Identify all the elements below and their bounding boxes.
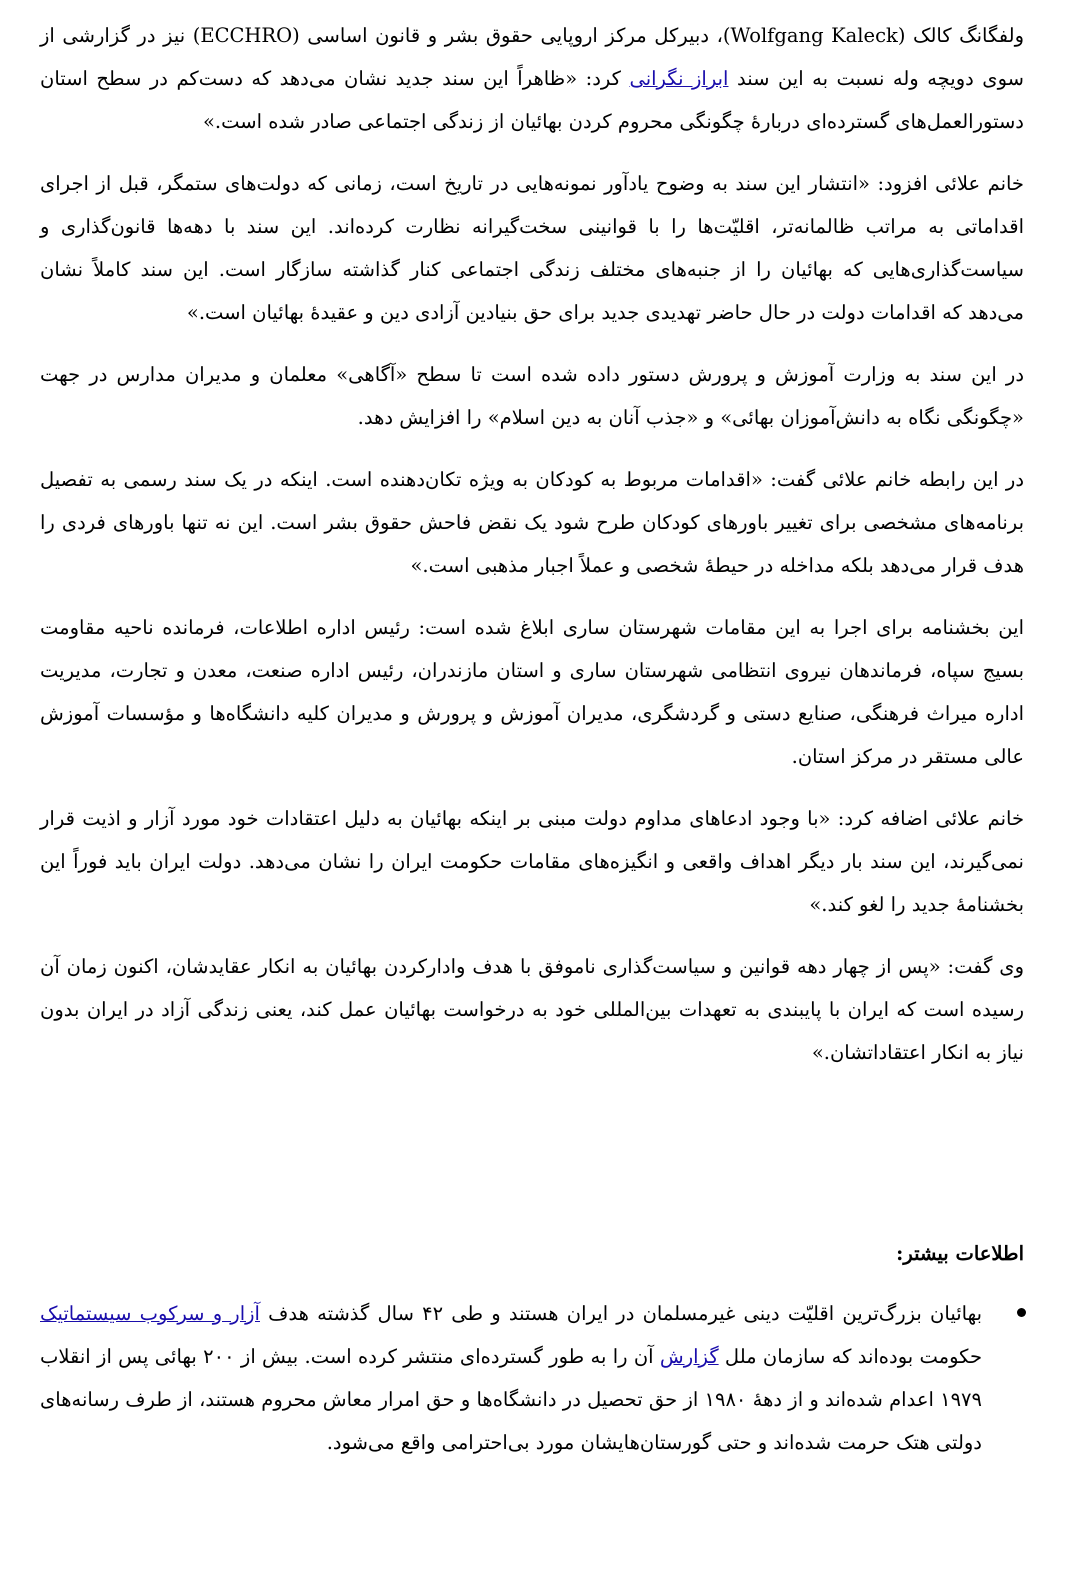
- paragraph-education-ministry: در این سند به وزارت آموزش و پرورش دستور داده شده است تا سطح «آگاهی» معلمان و مدیران مدارس در جهت «چگونگی نگاه به دانش‌آموزان بهائی» و «جذب آنان به دین اسلام» را افزایش دهد.: [40, 363, 1024, 429]
- paragraph-kaleck-quote: [40, 14, 1024, 143]
- paragraph-text: کرد: «ظاهراً این سند جدید نشان می‌دهد که دست‌کم در سطح استان دستورالعمل‌های گسترده‌ای دربارهٔ چگونگی محروم کردن بهائیان از زندگی اجتماعی صادر شده است.»: [40, 67, 1024, 133]
- expressed-concern-link[interactable]: ابراز نگرانی: [629, 67, 729, 90]
- list-item-text: حکومت بوده‌اند که سازمان ملل: [718, 1345, 983, 1368]
- paragraph-alaei-continued: خانم علائی اضافه کرد: «با وجود ادعاهای مداوم دولت مبنی بر اینکه بهائیان به دلیل اعتقادات خود مورد آزار و اذیت قرار نمی‌گیرند، این سند بار دیگر اهداف واقعی و انگیزه‌های مقامات حکومت ایران را نشان می‌دهد. دولت ایران باید فوراً این بخشنامهٔ جدید را لغو کند.»: [40, 807, 1024, 916]
- more-info-heading: اطلاعات بیشتر:: [896, 1242, 1024, 1265]
- bullet-icon: [1017, 1308, 1026, 1317]
- article-body: [40, 14, 1024, 1074]
- list-item-text: آن را به طور گسترده‌ای منتشر کرده است. بیش از ۲۰۰ بهائی پس از انقلاب ۱۹۷۹ اعدام شده‌اند و از دهۀ ۱۹۸۰ از حق تحصیل در دانشگاه‌ها و حق امرار معاش محروم هستند، از طرف رسانه‌های دولتی هتک حرمت شده‌اند و حتی گورستان‌هایشان مورد بی‌احترامی واقع می‌شود.: [40, 1345, 983, 1454]
- paragraph-sari-officials: این بخشنامه برای اجرا به این مقامات شهرستان ساری ابلاغ شده است: رئیس اداره اطلاعات، فرمانده ناحیه مقاومت بسیج سپاه، فرماندهان نیروی انتظامی شهرستان ساری و استان مازندران، رئیس اداره صنعت، معدن و تجارت، مدیریت اداره میراث فرهنگی، صنایع دستی و گردشگری، مدیران آموزش و پرورش و مدیران کلیه دانشگاه‌ها و مؤسسات آموزش عالی مستقر در مرکز استان.: [40, 616, 1024, 768]
- systematic-persecution-link[interactable]: آزار و سرکوب سیستماتیک: [40, 1302, 260, 1325]
- paragraph-text: ولفگانگ کالک (Wolfgang Kaleck)، دبیرکل مرکز اروپایی حقوق بشر و قانون اساسی (ECCHRO) نیز در گزارشی از سوی دویچه وله نسبت به این سند: [40, 24, 1024, 90]
- paragraph-alaei-added: خانم علائی افزود: «انتشار این سند به وضوح یادآور نمونه‌هایی در تاریخ است، زمانی که دولت‌های ستمگر، قبل از اجرای اقداماتی به مراتب ظالمانه‌تر، اقلیّت‌ها را با قوانینی سخت‌گیرانه نظارت کرده‌اند. این سند با دهه‌ها قانون‌گذاری و سیاست‌گذاری‌هایی که بهائیان را از جنبه‌های مختلف زندگی اجتماعی کنار گذاشته سازگار است. این سند کاملاً نشان می‌دهد که اقدامات دولت در حال حاضر تهدیدی جدید برای حق بنیادین آزادی دین و عقیدهٔ بهائیان است.»: [40, 172, 1024, 324]
- list-item-text: بهائیان بزرگ‌ترین اقلیّت دینی غیرمسلمان در ایران هستند و طی ۴۲ سال گذشته هدف: [259, 1302, 982, 1325]
- list-item: [40, 1292, 1026, 1464]
- un-report-link[interactable]: گزارش: [659, 1345, 719, 1368]
- paragraph-children: در این رابطه خانم علائی گفت: «اقدامات مربوط به کودکان به ویژه تکان‌دهنده است. اینکه در یک سند رسمی به تفصیل برنامه‌های مشخصی برای تغییر باورهای کودکان طرح شود یک نقض فاحش حقوق بشر است. این نه تنها باورهای فردی را هدف قرار می‌دهد بلکه مداخله در حیطهٔ شخصی و عملاً اجبار مذهبی است.»: [40, 468, 1024, 577]
- more-info-list: [40, 1292, 1024, 1464]
- paragraph-four-decades: وی گفت: «پس از چهار دهه قوانین و سیاست‌گذاری ناموفق با هدف وادارکردن بهائیان به انکار عقایدشان، اکنون زمان آن رسیده است که ایران با پایبندی به تعهدات بین‌المللی خود به درخواست بهائیان عمل کند، یعنی زندگی آزاد در ایران بدون نیاز به انکار اعتقاداتشان.»: [40, 955, 1024, 1064]
